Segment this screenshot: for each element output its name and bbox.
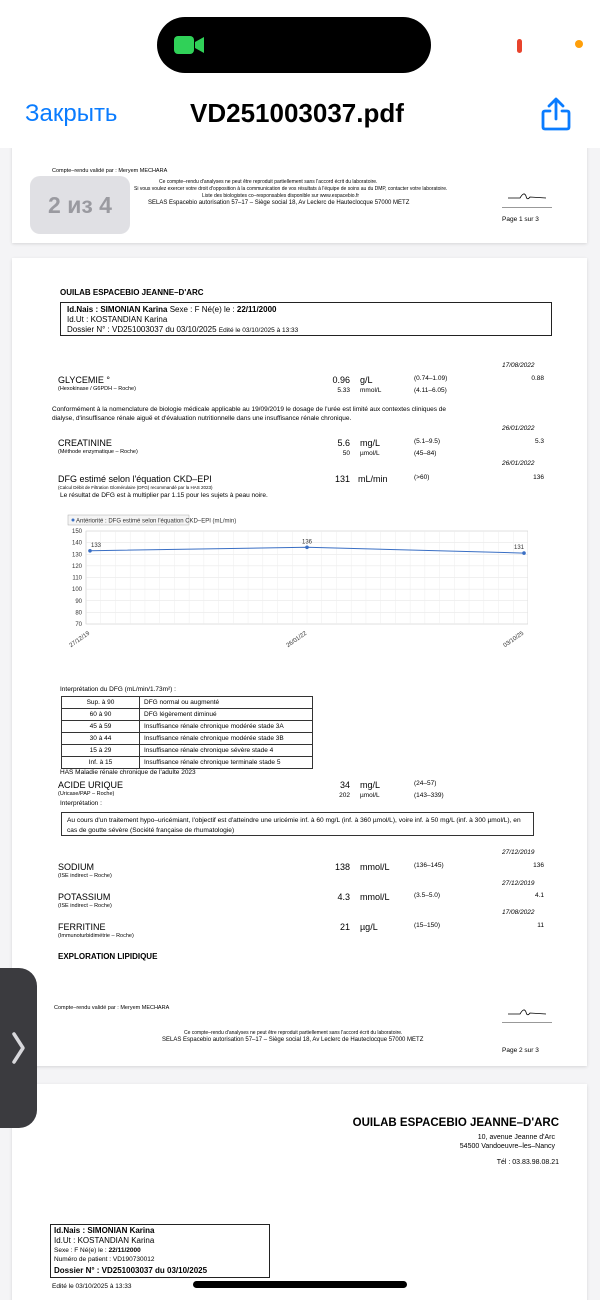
page-indicator-badge: 2 из 4 — [30, 176, 130, 234]
reference-range: (5.1–9.5) — [414, 438, 441, 445]
test-name: FERRITINE — [58, 922, 106, 932]
dossier-number: Dossier N° : VD251003037 du 03/10/2025 — [54, 1266, 208, 1275]
result-value: 4.3 — [337, 892, 350, 902]
result-unit: µg/L — [360, 922, 378, 932]
result-value: 5.6 — [337, 438, 350, 448]
test-method: (ISE indirect – Roche) — [58, 903, 112, 909]
validated-by: Compte–rendu validé par : Meryem MECHARA — [52, 168, 168, 174]
table-row: 30 à 44 Insuffisance rénale chronique modérée stade 3B — [62, 733, 313, 745]
interp-label: Interprétation : — [60, 800, 102, 807]
lab-phone: Tél : 03.83.98.08.21 — [496, 1159, 559, 1166]
pdf-page-3 — [12, 1084, 587, 1300]
test-name: CREATININE — [58, 438, 112, 448]
y-tick-label: 100 — [71, 587, 82, 594]
test-method: (Immunoturbidimétrie – Roche) — [58, 933, 134, 939]
reference-range: (15–150) — [414, 922, 441, 929]
chevron-right-icon — [8, 1028, 28, 1068]
prev-date: 27/12/2019 — [502, 849, 535, 856]
x-tick-label: 26/01/22 — [285, 630, 309, 650]
patient-id-box — [60, 302, 552, 336]
y-tick-label: 130 — [71, 552, 82, 559]
previous-value: 11 — [537, 922, 544, 929]
data-label: 136 — [301, 539, 313, 546]
prev-date: 27/12/2019 — [502, 880, 535, 887]
y-tick-label: 150 — [71, 529, 82, 535]
table-row: Inf. à 15 Insuffisance rénale chronique terminale stade 5 — [62, 757, 313, 769]
test-method: (Hexokinase / G6PDH – Roche) — [58, 386, 136, 392]
patient-id-ut: Id.Ut : KOSTANDIAN Karina — [67, 315, 168, 324]
dfg-data-point — [522, 551, 526, 555]
section-title: EXPLORATION LIPIDIQUE — [58, 952, 158, 961]
result-unit: g/L — [360, 375, 373, 385]
data-label: 131 — [513, 545, 524, 552]
result-unit: mg/L — [360, 780, 381, 790]
legal-line: Ce compte–rendu d'analyses ne peut être reproduit partiellement sans l'accord écrit du laboratoire. — [159, 179, 378, 185]
table-row: 60 à 90 DFG légèrement diminué — [62, 709, 313, 721]
patient-name: Id.Nais : SIMONIAN Karina — [67, 305, 168, 314]
dynamic-island[interactable] — [157, 17, 431, 73]
page-number: Page 2 sur 3 — [502, 1047, 539, 1054]
lab-city: 54500 Vandoeuvre–les–Nancy — [459, 1143, 555, 1150]
prev-date: 26/01/2022 — [502, 425, 535, 432]
facetime-camera-icon — [173, 34, 205, 56]
table-row: 45 à 59 Insuffisance rénale chronique modérée stade 3A — [62, 721, 313, 733]
test-name: GLYCEMIE ° — [58, 375, 110, 385]
side-panel-handle[interactable] — [0, 968, 37, 1128]
pdf-viewer[interactable] — [0, 148, 600, 1300]
patient-name: Id.Nais : SIMONIAN Karina — [54, 1226, 155, 1235]
uric-acid-note: Au cours d'un traitement hypo–uricémiant, l'objectif est d'atteindre une uricémie inf. à 60 mg/L (inf. à 360 µmol/L), voire inf. à 50 mg/L (inf. à 300 µmol/L), en cas de goutte sévère (Société française de rhumatologie) — [61, 812, 534, 836]
edited-date: Edité le 03/10/2025 à 13:33 — [218, 327, 299, 334]
y-tick-label: 120 — [71, 563, 82, 570]
top-bar — [0, 0, 600, 148]
patient-sex: Sexe : F — [169, 305, 200, 314]
edited-date: Edité le 03/10/2025 à 13:33 — [52, 1283, 132, 1290]
test-name: DFG estimé selon l'équation CKD–EPI — [58, 474, 212, 484]
status-indicators-icon — [516, 36, 586, 56]
prev-date: 26/01/2022 — [502, 460, 535, 467]
result-unit: µmol/L — [360, 792, 380, 799]
x-tick-label: 03/10/25 — [502, 630, 526, 650]
nomenclature-note: dialyse, d'insuffisance rénale aiguë et d'évaluation nutritionnelle dans une insuffisance rénale chronique. — [52, 415, 352, 422]
x-tick-label: 27/12/19 — [68, 630, 92, 650]
patient-number: Numéro de patient : VD190730012 — [54, 1256, 155, 1263]
y-tick-label: 70 — [75, 622, 82, 628]
has-note: HAS Maladie rénale chronique de l'adulte 2023 — [60, 769, 196, 776]
result-value: 202 — [339, 792, 350, 799]
patient-id-ut: Id.Ut : KOSTANDIAN Karina — [54, 1236, 155, 1245]
divider — [502, 1022, 552, 1023]
share-icon[interactable] — [540, 96, 572, 132]
test-method: (Uricase/PAP – Roche) — [58, 791, 115, 797]
dfg-data-point — [305, 545, 309, 549]
page-number: Page 1 sur 3 — [502, 216, 539, 223]
result-value: 21 — [339, 922, 350, 932]
legal-line: SELAS Espacebio autorisation 57–17 – Siège social 18, Av Leclerc de Hauteclocque 57000 METZ — [148, 200, 410, 206]
result-value: 5.33 — [337, 387, 350, 394]
prev-date: 17/08/2022 — [502, 909, 535, 916]
data-label: 133 — [91, 542, 102, 549]
divider — [502, 207, 552, 208]
previous-value: 4.1 — [534, 892, 544, 899]
interp-title: Interprétation du DFG (mL/min/1.73m²) : — [60, 686, 176, 693]
document-title: VD251003037.pdf — [190, 98, 404, 128]
y-tick-label: 90 — [75, 598, 82, 605]
table-row: Sup. à 90 DFG normal ou augmenté — [62, 697, 313, 709]
test-method: (Calcul Débit de Filtration Glomérulaire (DFG) recommandé par la HAS 2023) — [58, 485, 213, 490]
result-unit: mL/min — [358, 474, 388, 484]
legal-line: Ce compte–rendu d'analyses ne peut être reproduit partiellement sans l'accord écrit du laboratoire. — [184, 1030, 403, 1036]
patient-id-box — [50, 1224, 270, 1278]
result-value: 0.96 — [332, 375, 350, 385]
legal-line: SELAS Espacebio autorisation 57–17 – Siège social 18, Av Leclerc de Hauteclocque 57000 METZ — [162, 1037, 424, 1043]
previous-value: 136 — [533, 474, 544, 481]
result-unit: µmol/L — [360, 450, 380, 457]
result-value: 131 — [334, 474, 350, 484]
previous-value: 136 — [533, 862, 544, 869]
birth-date: 22/11/2000 — [108, 1247, 141, 1254]
legal-line: Si vous voulez exercer votre droit d'opposition à la communication de vos résultats à l'équipe de soins au du DMP, contacter votre laboratoire. — [134, 186, 448, 192]
test-name: SODIUM — [58, 862, 94, 872]
lab-name: OUILAB ESPACEBIO JEANNE–D'ARC — [352, 1117, 559, 1129]
reference-range: (>60) — [414, 474, 430, 481]
y-tick-label: 140 — [71, 540, 82, 547]
test-method: (Méthode enzymatique – Roche) — [58, 449, 138, 455]
dossier-number: Dossier N° : VD251003037 du 03/10/2025 — [67, 325, 217, 334]
signature — [506, 188, 548, 204]
reference-range: (4.11–6.05) — [414, 387, 447, 394]
legend-marker — [72, 519, 75, 522]
dfg-note: Le résultat de DFG est à multiplier par 1.15 pour les sujets à peau noire. — [60, 492, 268, 499]
chart-title: Antériorité : DFG estimé selon l'équation CKD–EPI (mL/min) — [76, 518, 237, 525]
result-value: 34 — [339, 780, 350, 790]
pdf-page-2 — [12, 258, 587, 1066]
result-value: 50 — [342, 450, 350, 457]
result-value: 138 — [334, 862, 350, 872]
legal-line: Liste des biologistes co–responsables disponible sur www.espacebio.fr — [202, 193, 360, 199]
sex-birth-label: Sexe : F Né(e) le : — [54, 1247, 107, 1254]
home-indicator[interactable] — [193, 1281, 407, 1288]
result-unit: mmol/L — [360, 862, 390, 872]
table-row: 15 à 29 Insuffisance rénale chronique sévère stade 4 — [62, 745, 313, 757]
y-tick-label: 80 — [75, 610, 82, 617]
reference-range: (3.5–5.0) — [414, 892, 441, 899]
result-unit: mmol/L — [360, 892, 390, 902]
dfg-data-point — [88, 549, 92, 553]
signature — [506, 1004, 548, 1020]
reference-range: (24–57) — [414, 780, 437, 787]
prev-date: 17/08/2022 — [502, 362, 535, 369]
birth-label: Né(e) le : — [201, 305, 235, 314]
reference-range: (0.74–1.09) — [414, 375, 448, 382]
reference-range: (136–145) — [414, 862, 444, 869]
result-unit: mmol/L — [360, 387, 382, 394]
validated-by: Compte–rendu validé par : Meryem MECHARA — [54, 1005, 170, 1011]
previous-value: 5.3 — [534, 438, 544, 445]
dfg-history-chart — [48, 506, 528, 666]
close-button[interactable]: Закрыть — [25, 100, 118, 127]
reference-range: (143–339) — [414, 792, 444, 799]
nomenclature-note: Conformément à la nomenclature de biologie médicale applicable au 19/09/2019 le dosage de l'urée est limité aux contextes cliniques de — [52, 406, 447, 413]
birth-date: 22/11/2000 — [236, 305, 277, 314]
lab-address: 10, avenue Jeanne d'Arc — [477, 1134, 555, 1141]
result-unit: mg/L — [360, 438, 381, 448]
test-method: (ISE indirect – Roche) — [58, 873, 112, 879]
y-tick-label: 110 — [72, 575, 82, 582]
test-name: POTASSIUM — [58, 892, 111, 902]
lab-name: OUILAB ESPACEBIO JEANNE–D'ARC — [60, 288, 204, 297]
dfg-interpretation-table — [61, 696, 313, 769]
previous-value: 0.88 — [531, 375, 544, 382]
reference-range: (45–84) — [414, 450, 437, 457]
test-name: ACIDE URIQUE — [58, 780, 124, 790]
